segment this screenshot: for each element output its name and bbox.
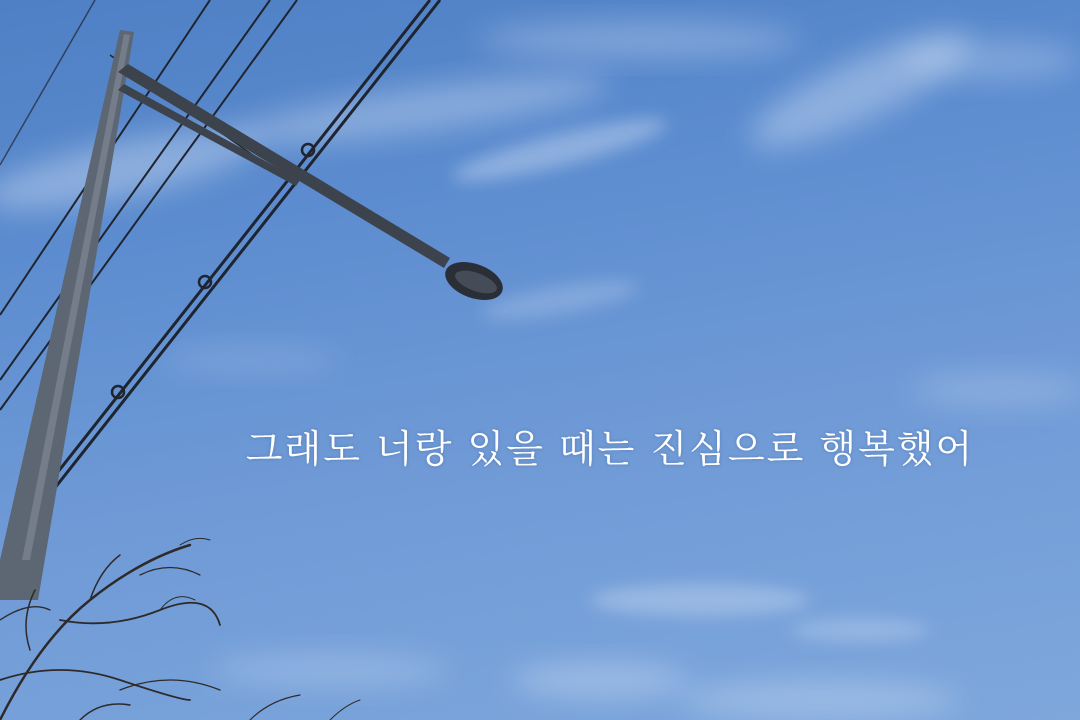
cloud-wisp — [160, 346, 340, 374]
tree-branch — [330, 700, 360, 720]
cloud-wisp — [480, 22, 800, 58]
tree-branch — [250, 695, 300, 720]
cloud-wisp — [910, 372, 1080, 408]
tree-branch — [0, 670, 190, 700]
tree-branch — [180, 538, 210, 545]
tree-branch — [120, 680, 220, 690]
pole-highlight — [22, 34, 130, 560]
tree-branch — [140, 568, 200, 576]
cloud-wisp — [479, 272, 641, 327]
tree-branch — [90, 555, 120, 600]
tree-branch — [80, 704, 130, 720]
caption-text: 그래도 너랑 있을 때는 진심으로 행복했어 — [245, 427, 975, 471]
bare-tree-branches — [0, 538, 360, 720]
cloud-wisp — [790, 618, 930, 642]
street-lamp-head — [440, 255, 508, 307]
cloud-wisp — [590, 584, 810, 616]
cloud-wisps — [0, 12, 1080, 720]
tree-branch — [0, 607, 50, 620]
cloud-wisp — [900, 40, 1080, 80]
cloud-wisp — [510, 662, 690, 698]
cloud-wisp — [210, 652, 450, 688]
cloud-wisp — [680, 680, 960, 720]
power-wire — [0, 0, 95, 165]
